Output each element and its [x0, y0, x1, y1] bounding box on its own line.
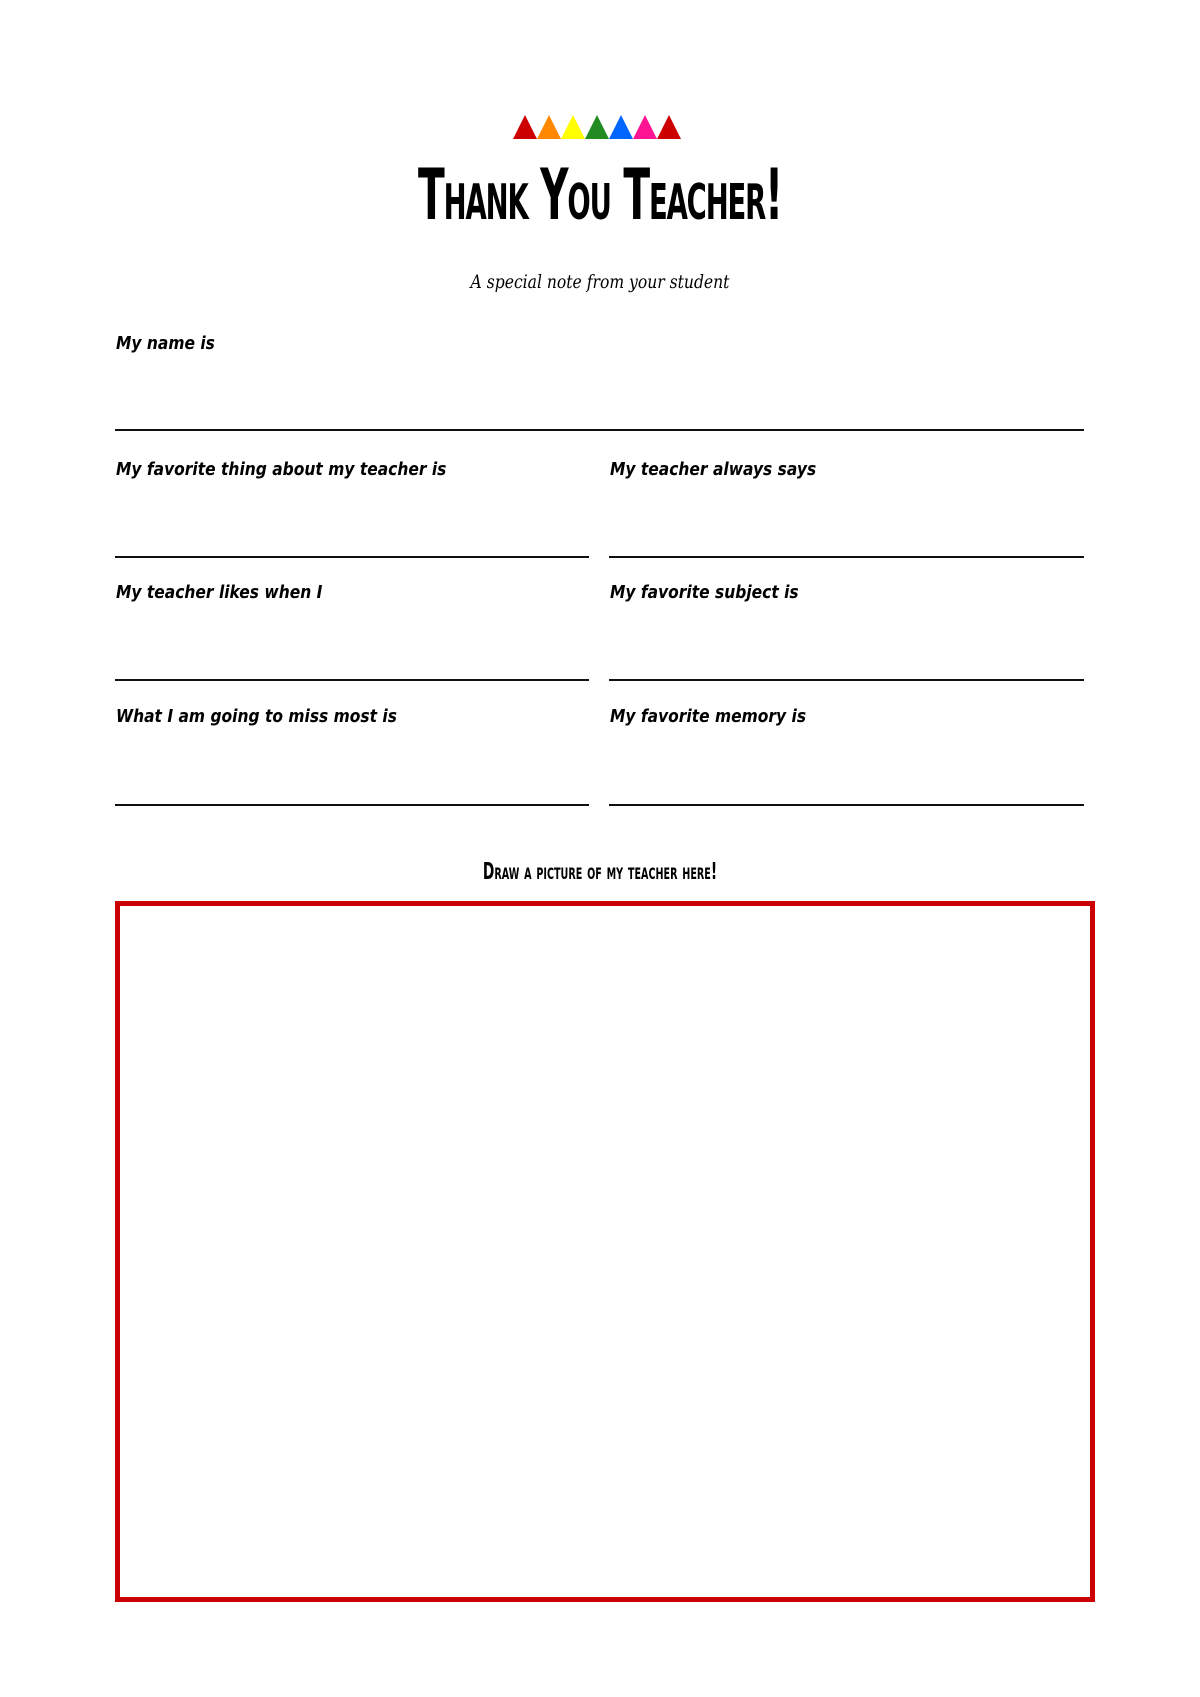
name-label: My name is — [116, 333, 215, 354]
miss-most-line[interactable] — [115, 804, 589, 806]
triangle-icon — [585, 115, 609, 139]
name-line[interactable] — [115, 429, 1084, 431]
teacher-likes-line[interactable] — [115, 679, 589, 681]
teacher-likes-label: My teacher likes when I — [116, 582, 323, 603]
miss-most-label: What I am going to miss most is — [116, 706, 397, 727]
triangle-bunting — [513, 115, 681, 140]
teacher-says-label: My teacher always says — [610, 459, 817, 480]
triangle-icon — [609, 115, 633, 139]
triangle-icon — [561, 115, 585, 139]
teacher-says-line[interactable] — [609, 556, 1084, 558]
favorite-thing-label: My favorite thing about my teacher is — [116, 459, 447, 480]
favorite-subject-line[interactable] — [609, 679, 1084, 681]
favorite-memory-label: My favorite memory is — [610, 706, 807, 727]
favorite-memory-line[interactable] — [609, 804, 1084, 806]
drawing-area[interactable] — [115, 901, 1095, 1602]
page-title: Thank You Teacher! — [418, 154, 782, 236]
favorite-thing-line[interactable] — [115, 556, 589, 558]
triangle-icon — [657, 115, 681, 139]
drawing-label: Draw a picture of my teacher here! — [482, 859, 718, 885]
triangle-icon — [513, 115, 537, 139]
triangle-icon — [633, 115, 657, 139]
page-subtitle: A special note from your student — [470, 271, 730, 293]
triangle-icon — [537, 115, 561, 139]
favorite-subject-label: My favorite subject is — [610, 582, 799, 603]
